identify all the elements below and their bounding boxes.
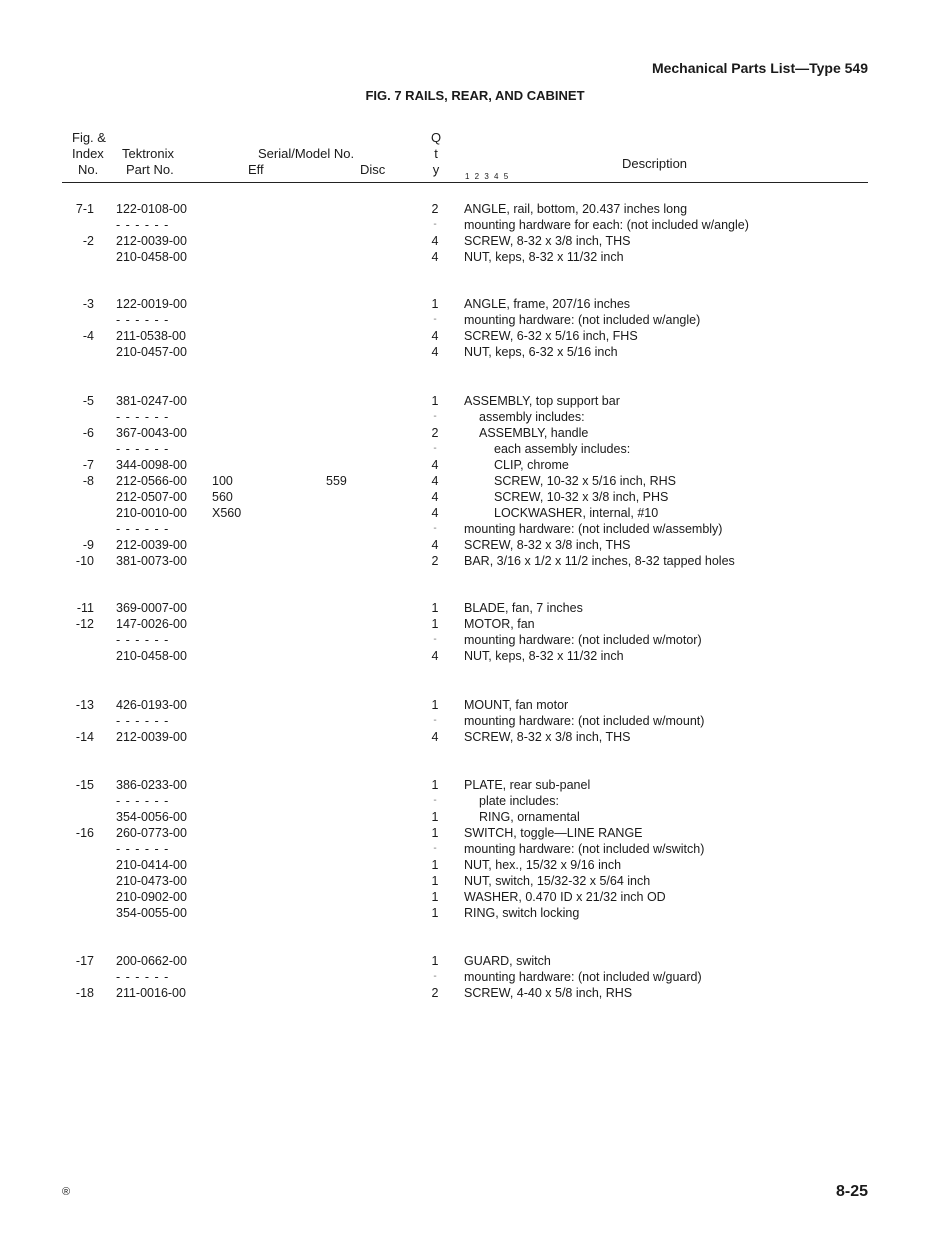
part-number: 212-0039-00: [116, 730, 187, 744]
serial-disc: 559: [326, 474, 347, 488]
part-number: - - - - - -: [116, 218, 170, 232]
quantity: 1: [431, 858, 439, 872]
col-header-serial: Serial/Model No.: [258, 146, 355, 161]
quantity: 4: [431, 730, 439, 744]
description: WASHER, 0.470 ID x 21/32 inch OD: [464, 890, 666, 904]
table-row: [0, 857, 950, 873]
table-row: [0, 344, 950, 360]
description: SWITCH, toggle—LINE RANGE: [464, 826, 643, 840]
table-row: [0, 425, 950, 441]
part-number: 381-0247-00: [116, 394, 187, 408]
quantity: 1: [431, 906, 439, 920]
description: mounting hardware: (not included w/motor): [464, 633, 702, 647]
part-number: 210-0457-00: [116, 345, 187, 359]
quantity: 4: [431, 458, 439, 472]
description: PLATE, rear sub-panel: [464, 778, 591, 792]
part-number: - - - - - -: [116, 842, 170, 856]
quantity: -: [433, 843, 437, 854]
part-number: 147-0026-00: [116, 617, 187, 631]
quantity: 4: [431, 538, 439, 552]
table-row: [0, 697, 950, 713]
description: CLIP, chrome: [494, 458, 569, 472]
quantity: 1: [431, 394, 439, 408]
part-number: - - - - - -: [116, 714, 170, 728]
description: SCREW, 10-32 x 5/16 inch, RHS: [494, 474, 677, 488]
description: each assembly includes:: [494, 442, 631, 456]
quantity: 4: [431, 490, 439, 504]
description: SCREW, 10-32 x 3/8 inch, PHS: [494, 490, 669, 504]
col-header-part-line1: Tektronix: [122, 146, 175, 161]
table-row: [0, 648, 950, 664]
quantity: -: [433, 314, 437, 325]
description: SCREW, 4-40 x 5/8 inch, RHS: [464, 986, 633, 1000]
col-header-qty-line1: Q: [430, 130, 442, 145]
part-number: 210-0902-00: [116, 890, 187, 904]
table-row: [0, 841, 950, 857]
description: LOCKWASHER, internal, #10: [494, 506, 659, 520]
description: NUT, keps, 6-32 x 5/16 inch: [464, 345, 618, 359]
index-number: -18: [75, 986, 94, 1000]
quantity: -: [433, 715, 437, 726]
description: ANGLE, frame, 207/16 inches: [464, 297, 631, 311]
table-row: [0, 473, 950, 489]
description: mounting hardware: (not included w/angle): [464, 313, 701, 327]
part-number: 211-0538-00: [116, 329, 186, 343]
description: mounting hardware: (not included w/guard): [464, 970, 702, 984]
part-number: - - - - - -: [116, 633, 170, 647]
col-header-fig-line3: No.: [78, 162, 99, 177]
quantity: 1: [431, 810, 439, 824]
table-row: [0, 616, 950, 632]
table-row: [0, 969, 950, 985]
description: RING, switch locking: [464, 906, 580, 920]
footer-mark: ®: [62, 1186, 71, 1198]
quantity: 4: [431, 649, 439, 663]
table-row: [0, 233, 950, 249]
quantity: -: [433, 971, 437, 982]
index-number: -3: [82, 297, 94, 311]
table-row: [0, 296, 950, 312]
quantity: -: [433, 795, 437, 806]
description: NUT, keps, 8-32 x 11/32 inch: [464, 250, 624, 264]
table-row: [0, 312, 950, 328]
description: ANGLE, rail, bottom, 20.437 inches long: [464, 202, 688, 216]
part-number: 210-0458-00: [116, 649, 187, 663]
part-number: 210-0414-00: [116, 858, 187, 872]
part-number: - - - - - -: [116, 522, 170, 536]
description: mounting hardware: (not included w/switch): [464, 842, 705, 856]
quantity: 4: [431, 506, 439, 520]
description: NUT, hex., 15/32 x 9/16 inch: [464, 858, 622, 872]
index-number: -5: [82, 394, 94, 408]
quantity: 1: [431, 778, 439, 792]
part-number: 260-0773-00: [116, 826, 187, 840]
quantity: 2: [431, 202, 439, 216]
table-row: [0, 457, 950, 473]
quantity: -: [433, 219, 437, 230]
table-row: [0, 217, 950, 233]
quantity: 1: [431, 698, 439, 712]
index-number: -9: [82, 538, 94, 552]
quantity: 4: [431, 250, 439, 264]
quantity: 1: [431, 826, 439, 840]
index-number: -14: [75, 730, 94, 744]
table-row: [0, 505, 950, 521]
part-number: 369-0007-00: [116, 601, 187, 615]
col-header-qty-line3: y: [432, 162, 440, 177]
description: SCREW, 8-32 x 3/8 inch, THS: [464, 538, 631, 552]
part-number: 354-0056-00: [116, 810, 187, 824]
page-number: 8-25: [835, 1183, 868, 1200]
col-header-fig-line2: Index: [72, 146, 104, 161]
part-number: 212-0507-00: [116, 490, 187, 504]
col-header-qty: [430, 130, 442, 178]
quantity: 4: [431, 345, 439, 359]
index-number: -6: [82, 426, 94, 440]
description: SCREW, 8-32 x 3/8 inch, THS: [464, 234, 631, 248]
quantity: -: [433, 411, 437, 422]
quantity: 2: [431, 426, 439, 440]
part-number: 211-0016-00: [116, 986, 186, 1000]
part-number: - - - - - -: [116, 970, 170, 984]
part-number: 122-0108-00: [116, 202, 187, 216]
table-row: [0, 201, 950, 217]
index-number: -13: [75, 698, 94, 712]
table-row: [0, 985, 950, 1001]
col-header-part-line2: Part No.: [126, 162, 174, 177]
table-row: [0, 889, 950, 905]
quantity: -: [433, 443, 437, 454]
table-row: [0, 873, 950, 889]
index-number: -10: [75, 554, 94, 568]
quantity: 4: [431, 329, 439, 343]
part-number: 426-0193-00: [116, 698, 187, 712]
quantity: 1: [431, 601, 439, 615]
description: BAR, 3/16 x 1/2 x 11/2 inches, 8-32 tapped holes: [464, 554, 735, 568]
quantity: 4: [431, 234, 439, 248]
part-number: 212-0039-00: [116, 538, 187, 552]
table-row: [0, 249, 950, 265]
part-number: 122-0019-00: [116, 297, 187, 311]
serial-eff: 100: [212, 474, 233, 488]
part-number: 344-0098-00: [116, 458, 187, 472]
index-number: -2: [82, 234, 94, 248]
index-number: 7-1: [75, 202, 94, 216]
table-row: [0, 632, 950, 648]
serial-eff: 560: [212, 490, 233, 504]
description: ASSEMBLY, top support bar: [464, 394, 620, 408]
table-row: [0, 553, 950, 569]
quantity: 1: [431, 617, 439, 631]
description: NUT, switch, 15/32-32 x 5/64 inch: [464, 874, 651, 888]
quantity: 1: [431, 890, 439, 904]
description: mounting hardware for each: (not included w/angle): [464, 218, 749, 232]
description: SCREW, 6-32 x 5/16 inch, FHS: [464, 329, 638, 343]
part-number: - - - - - -: [116, 794, 170, 808]
col-header-disc: Disc: [360, 162, 386, 177]
description: NUT, keps, 8-32 x 11/32 inch: [464, 649, 624, 663]
col-header-description: Description: [622, 156, 688, 171]
part-number: 212-0039-00: [116, 234, 187, 248]
part-number: 354-0055-00: [116, 906, 187, 920]
part-number: 367-0043-00: [116, 426, 187, 440]
index-number: -17: [75, 954, 94, 968]
part-number: - - - - - -: [116, 442, 170, 456]
col-header-fig: [72, 130, 116, 178]
description: ASSEMBLY, handle: [479, 426, 589, 440]
part-number: 381-0073-00: [116, 554, 187, 568]
quantity: 2: [431, 986, 439, 1000]
col-header-qty-line2: t: [434, 146, 438, 161]
running-title: Mechanical Parts List—Type 549: [651, 60, 868, 76]
description: GUARD, switch: [464, 954, 551, 968]
part-number: 200-0662-00: [116, 954, 187, 968]
description: mounting hardware: (not included w/mount): [464, 714, 705, 728]
table-row: [0, 809, 950, 825]
table-row: [0, 328, 950, 344]
part-number: 386-0233-00: [116, 778, 187, 792]
table-row: [0, 713, 950, 729]
description: MOUNT, fan motor: [464, 698, 569, 712]
table-row: [0, 600, 950, 616]
description: RING, ornamental: [479, 810, 580, 824]
col-header-part: [122, 146, 174, 178]
quantity: 1: [431, 954, 439, 968]
col-header-indent-levels: 1 2 3 4 5: [465, 172, 509, 181]
table-row: [0, 905, 950, 921]
quantity: -: [433, 523, 437, 534]
table-row: [0, 729, 950, 745]
table-row: [0, 409, 950, 425]
quantity: -: [433, 634, 437, 645]
table-row: [0, 825, 950, 841]
header-rule: [62, 182, 868, 183]
description: SCREW, 8-32 x 3/8 inch, THS: [464, 730, 631, 744]
quantity: 1: [431, 297, 439, 311]
description: assembly includes:: [479, 410, 585, 424]
index-number: -16: [75, 826, 94, 840]
index-number: -11: [76, 601, 94, 615]
table-row: [0, 441, 950, 457]
table-row: [0, 953, 950, 969]
table-row: [0, 793, 950, 809]
description: BLADE, fan, 7 inches: [464, 601, 583, 615]
part-number: - - - - - -: [116, 313, 170, 327]
table-row: [0, 393, 950, 409]
part-number: 210-0473-00: [116, 874, 187, 888]
table-row: [0, 489, 950, 505]
table-row: [0, 521, 950, 537]
col-header-fig-line1: Fig. &: [72, 130, 106, 145]
table-row: [0, 777, 950, 793]
index-number: -15: [75, 778, 94, 792]
part-number: - - - - - -: [116, 410, 170, 424]
part-number: 210-0458-00: [116, 250, 187, 264]
serial-eff: X560: [212, 506, 242, 520]
index-number: -12: [75, 617, 94, 631]
part-number: 212-0566-00: [116, 474, 187, 488]
index-number: -7: [82, 458, 94, 472]
description: mounting hardware: (not included w/assembly): [464, 522, 723, 536]
quantity: 4: [431, 474, 439, 488]
quantity: 2: [431, 554, 439, 568]
figure-title: FIG. 7 RAILS, REAR, AND CABINET: [365, 88, 585, 103]
table-row: [0, 537, 950, 553]
col-header-eff: Eff: [248, 162, 264, 177]
quantity: 1: [431, 874, 439, 888]
index-number: -8: [82, 474, 94, 488]
index-number: -4: [82, 329, 94, 343]
description: plate includes:: [479, 794, 559, 808]
part-number: 210-0010-00: [116, 506, 187, 520]
description: MOTOR, fan: [464, 617, 535, 631]
